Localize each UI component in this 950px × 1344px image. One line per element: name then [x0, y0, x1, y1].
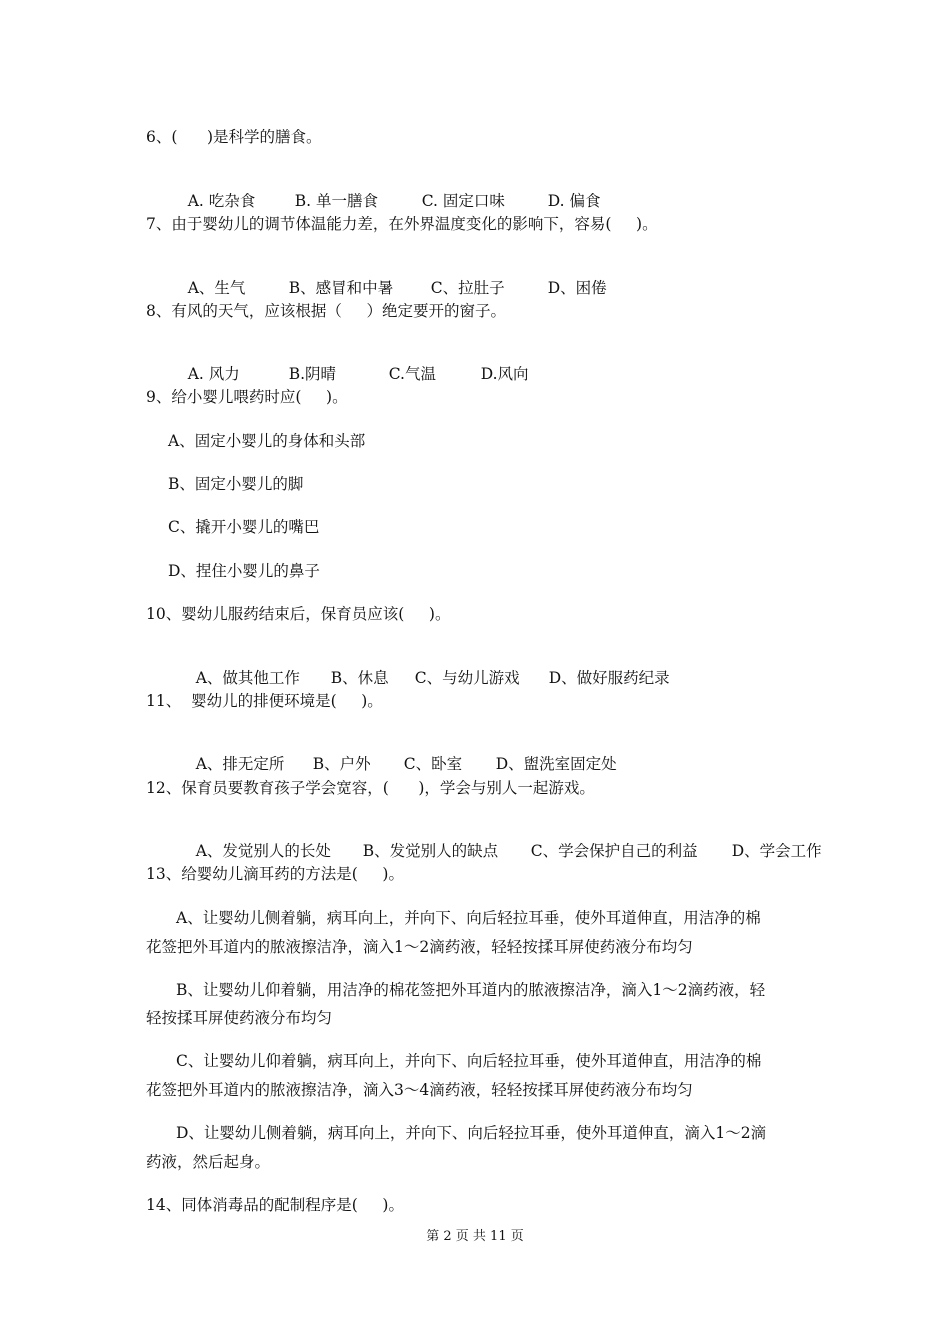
question-9-option-b: B、固定小婴儿的脚 — [168, 475, 304, 493]
option-a: A、排无定所 — [195, 755, 285, 773]
question-10-stem: 10、婴幼儿服药结束后，保育员应该( )。 — [146, 605, 451, 623]
option-c: C、学会保护自己的利益 — [530, 842, 698, 860]
option-c: C.气温 — [388, 365, 436, 383]
option-b: B、发觉别人的缺点 — [362, 842, 499, 860]
question-7-stem: 7、由于婴幼儿的调节体温能力差，在外界温度变化的影响下，容易( )。 — [146, 215, 658, 233]
option-d: D.风向 — [480, 365, 529, 383]
option-d: D、做好服药纪录 — [548, 669, 670, 687]
option-c: C、拉肚子 — [430, 279, 505, 297]
option-a: A. 吃杂食 — [187, 192, 256, 210]
question-13-option-b-line1: B、让婴幼儿仰着躺，用洁净的棉花签把外耳道内的脓液擦洁净，滴入1～2滴药液，轻 — [176, 981, 766, 999]
option-a: A、发觉别人的长处 — [195, 842, 331, 860]
page-footer: 第 2 页 共 11 页 — [426, 1229, 524, 1244]
question-11-stem: 11、 婴幼儿的排便环境是( )。 — [146, 692, 383, 710]
option-a: A、生气 — [187, 279, 246, 297]
option-b: B、休息 — [330, 669, 389, 687]
question-9-option-d: D、捏住小婴儿的鼻子 — [168, 562, 320, 580]
option-d: D、学会工作 — [731, 842, 822, 860]
question-13-option-d-line1: D、让婴幼儿侧着躺，病耳向上，并向下、向后轻拉耳垂，使外耳道伸直，滴入1～2滴 — [176, 1124, 767, 1142]
question-13-option-c-line2: 花签把外耳道内的脓液擦洁净，滴入3～4滴药液，轻轻按揉耳屏使药液分布均匀 — [146, 1081, 693, 1099]
question-12-stem: 12、保育员要教育孩子学会宽容，( )，学会与别人一起游戏。 — [146, 779, 595, 797]
question-6-stem: 6、( )是科学的膳食。 — [146, 128, 322, 146]
option-c: C、与幼儿游戏 — [414, 669, 520, 687]
question-13-option-a-line2: 花签把外耳道内的脓液擦洁净，滴入1～2滴药液，轻轻按揉耳屏使药液分布均匀 — [146, 938, 693, 956]
option-b: B.阴晴 — [288, 365, 337, 383]
option-a: A. 风力 — [187, 365, 240, 383]
question-14-stem: 14、同体消毒品的配制程序是( )。 — [146, 1196, 404, 1214]
question-9-option-a: A、固定小婴儿的身体和头部 — [168, 432, 366, 450]
option-d: D. 偏食 — [547, 192, 601, 210]
option-a: A、做其他工作 — [195, 669, 300, 687]
option-c: C、卧室 — [403, 755, 463, 773]
question-13-option-d-line2: 药液，然后起身。 — [146, 1153, 271, 1171]
option-d: D、盥洗室固定处 — [495, 755, 617, 773]
question-13-option-c-line1: C、让婴幼儿仰着躺，病耳向上，并向下、向后轻拉耳垂，使外耳道伸直，用洁净的棉 — [176, 1052, 762, 1070]
question-9-option-c: C、撬开小婴儿的嘴巴 — [168, 518, 320, 536]
question-9-stem: 9、给小婴儿喂药时应( )。 — [146, 388, 348, 406]
option-d: D、困倦 — [547, 279, 607, 297]
question-8-stem: 8、有风的天气，应该根据（ ）绝定要开的窗子。 — [146, 302, 506, 320]
option-c: C. 固定口味 — [421, 192, 505, 210]
question-13-option-b-line2: 轻按揉耳屏使药液分布均匀 — [146, 1009, 333, 1027]
option-b: B、户外 — [312, 755, 371, 773]
question-13-stem: 13、给婴幼儿滴耳药的方法是( )。 — [146, 865, 404, 883]
option-b: B. 单一膳食 — [294, 192, 378, 210]
option-b: B、感冒和中暑 — [288, 279, 394, 297]
question-13-option-a-line1: A、让婴幼儿侧着躺，病耳向上，并向下、向后轻拉耳垂，使外耳道伸直，用洁净的棉 — [176, 909, 761, 927]
